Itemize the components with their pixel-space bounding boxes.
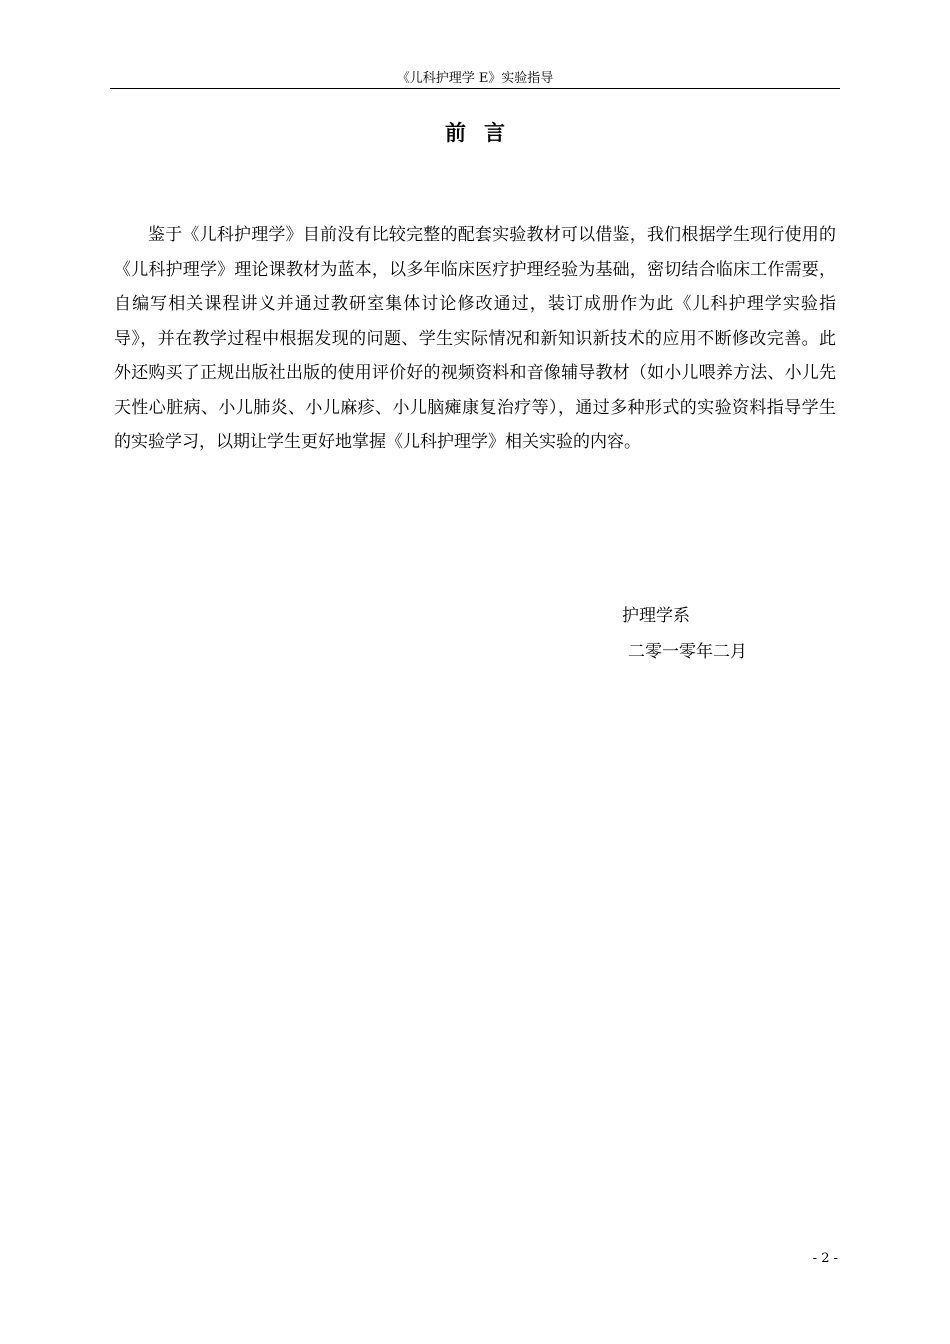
preface-body — [114, 218, 836, 460]
signature-block — [620, 598, 747, 670]
signature-date: 二零一零年二月 — [628, 642, 747, 662]
page-number: - 2 - — [812, 1251, 838, 1266]
header-divider — [110, 88, 840, 89]
page-title: 前言 — [445, 120, 523, 145]
running-header: 《儿科护理学 E》实验指导 — [396, 71, 554, 86]
preface-paragraph: 鉴于《儿科护理学》目前没有比较完整的配套实验教材可以借鉴，我们根据学生现行使用的《儿科护理学》理论课教材为蓝本，以多年临床医疗护理经验为基础，密切结合临床工作需要，自编写相关课程讲义并通过教研室集体讨论修改通过，装订成册作为此《儿科护理学实验指导》，并在教学过程中根据发现的问题、学生实际情况和新知识新技术的应用不断修改完善。此外还购买了正规出版社出版的使用评价好的视频资料和音像辅导教材（如小儿喂养方法、小儿先天性心脏病、小儿肺炎、小儿麻疹、小儿脑瘫康复治疗等），通过多种形式的实验资料指导学生的实验学习，以期让学生更好地掌握《儿科护理学》相关实验的内容。 — [114, 225, 836, 452]
signature-organization: 护理学系 — [622, 606, 690, 626]
